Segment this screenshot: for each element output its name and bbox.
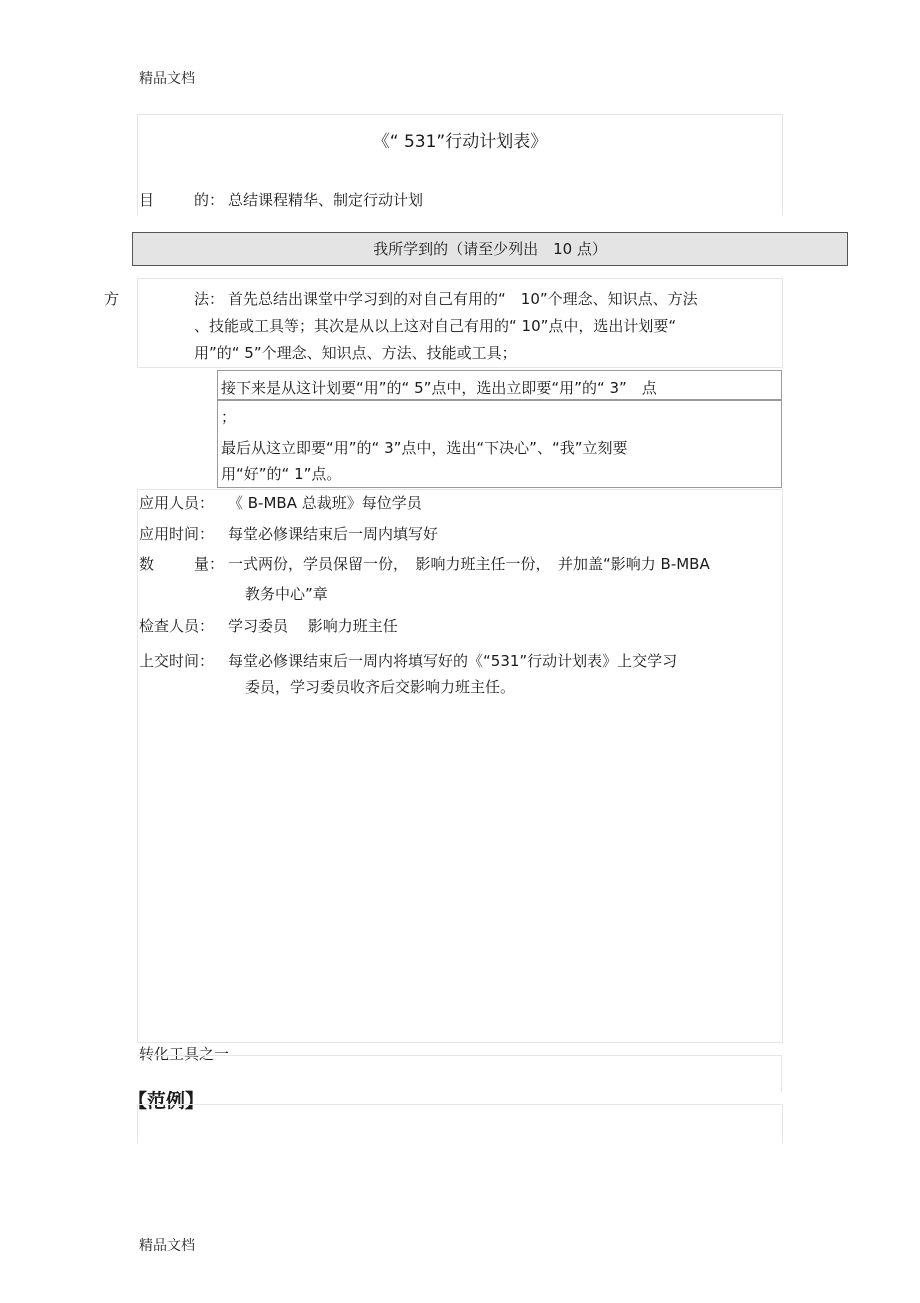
step-line-3: 最后从这立即要“用”的“ 3”点中，选出“下决心”、“我”立刻要: [221, 439, 628, 457]
step-line-4: 用“好”的“ 1”点。: [221, 465, 342, 483]
page-footer: 精品文档: [139, 1238, 195, 1254]
qty-label-2: 量：: [194, 555, 225, 573]
qty-line-1: 一式两份，学员保留一份， 影响力班主任一份， 并加盖“影响力 B-MBA: [228, 555, 710, 573]
tool-frame: [137, 1055, 782, 1092]
learned-band: 我所学到的（请至少列出 10 点）: [132, 232, 848, 266]
step-line-2: ；: [221, 408, 237, 426]
applicants-text: 《 B-MBA 总裁班》每位学员: [228, 494, 422, 512]
doc-title: 《“ 531”行动计划表》: [372, 132, 548, 152]
purpose-label-2: 的：: [194, 191, 225, 209]
qty-label-1: 数: [139, 555, 155, 573]
method-line-3: 用”的“ 5”个理念、知识点、方法、技能或工具；: [194, 344, 517, 362]
submit-line-2: 委员，学习委员收齐后交影响力班主任。: [245, 678, 516, 696]
time-label: 应用时间：: [139, 525, 215, 543]
tool-note: 转化工具之一: [139, 1045, 230, 1063]
example-frame: [137, 1104, 783, 1143]
submit-label: 上交时间：: [139, 652, 215, 670]
example-heading: 【范例】: [128, 1090, 205, 1112]
time-text: 每堂必修课结束后一周内填写好: [228, 525, 439, 543]
purpose-text: 总结课程精华、制定行动计划: [228, 191, 424, 209]
page-header: 精品文档: [139, 71, 195, 87]
submit-line-1: 每堂必修课结束后一周内将填写好的《“531”行动计划表》上交学习: [228, 652, 678, 670]
purpose-label-1: 目: [139, 191, 155, 209]
method-line-2: 、技能或工具等；其次是从以上这对自己有用的“ 10”点中，选出计划要“: [194, 317, 677, 335]
qty-line-2: 教务中心”章: [245, 585, 328, 603]
step-line-1: 接下来是从这计划要“用”的“ 5”点中，选出立即要“用”的“ 3” 点: [221, 379, 657, 397]
method-label-1: 方: [104, 290, 120, 308]
method-label-2: 法：: [194, 290, 225, 308]
method-line-1: 首先总结出课堂中学习到的对自己有用的“ 10”个理念、知识点、方法: [228, 290, 698, 308]
checker-text: 学习委员 影响力班主任: [228, 617, 398, 635]
applicants-label: 应用人员：: [139, 494, 215, 512]
checker-label: 检查人员：: [139, 617, 215, 635]
